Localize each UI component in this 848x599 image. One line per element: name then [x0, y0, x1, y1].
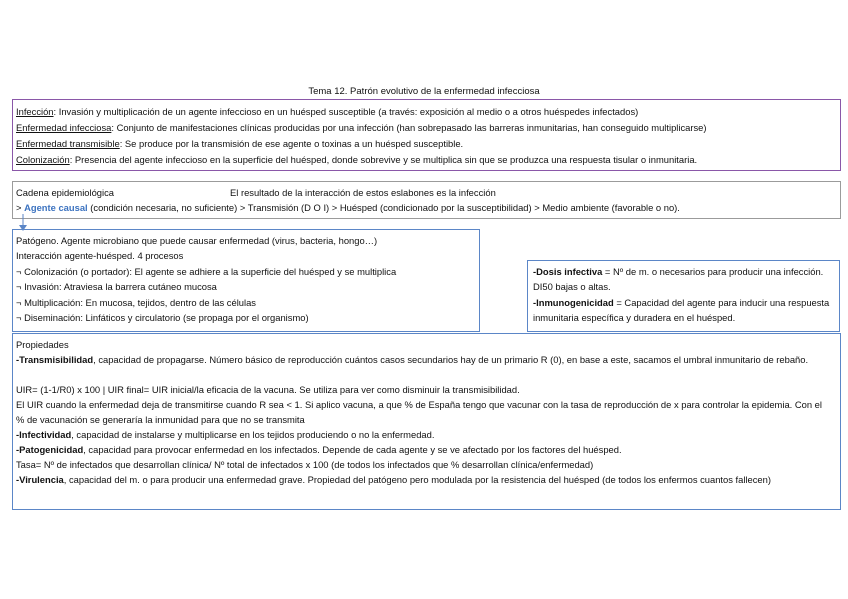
chain-result: El resultado de la interacción de estos eslabones es la infección [230, 187, 496, 198]
definition-enfermedad-infecciosa [16, 120, 707, 135]
process-multiplicacion: ¬ Multiplicación: En mucosa, tejidos, dentro de las células [16, 297, 256, 308]
dose-infectiva [533, 264, 833, 295]
dose-term: -Dosis infectiva [533, 266, 603, 277]
uir-formula: UIR= (1-1/R0) x 100 | UIR final= UIR inicial/la eficacia de la vacuna. Se utiliza para ver como disminuir la transmisibilidad. [16, 384, 520, 395]
definition-text: : Conjunto de manifestaciones clínicas producidas por una infección (han sobrepasado las barreras inmunitarias, han conseguido multiplicarse) [111, 122, 707, 133]
process-diseminacion: ¬ Diseminación: Linfáticos y circulatorio (se propaga por el organismo) [16, 312, 309, 323]
agent-causal-link: Agente causal [24, 202, 88, 213]
dose-text: = Nº de m. o necesarios para producir una infección. DI50 bajas o altas. [533, 266, 824, 293]
pathogen-interaction: Interacción agente-huésped. 4 procesos [16, 250, 184, 261]
patogenicidad-text: , capacidad para provocar enfermedad en los infectados. Depende de cada agente y se ve afectado por los factores del huésped. [83, 444, 622, 455]
definition-enfermedad-transmisible [16, 136, 463, 151]
definition-term: Colonización [16, 154, 70, 165]
definition-text: : Se produce por la transmisión de ese agente o toxinas a un huésped susceptible. [119, 138, 464, 149]
definition-text: : Invasión y multiplicación de un agente infeccioso en un huésped susceptible (a través: exposición al medio o a otros huéspedes infectados) [53, 106, 639, 117]
infectividad-term: -Infectividad [16, 429, 72, 440]
transmisibilidad-term: -Transmisibilidad [16, 354, 94, 365]
virulencia [16, 472, 828, 487]
chain-sequence [16, 200, 680, 215]
patogenicidad [16, 442, 622, 457]
chain-label: Cadena epidemiológica [16, 187, 114, 198]
uir-explanation: El UIR cuando la enfermedad deja de transmitirse cuando R sea < 1. Si aplico vacuna, a que % de España tengo que vacunar con la tasa de reproducción de x para controlar la epidemia. Con el % de vacunación se generaría la inmunidad para que no se transmita [16, 399, 822, 426]
chain-rest: (condición necesaria, no suficiente) > Transmisión (D O I) > Huésped (condicionado por la susceptibilidad) > Medio ambiente (favorable o no). [87, 202, 680, 213]
definition-colonizacion [16, 152, 697, 167]
page-title: Tema 12. Patrón evolutivo de la enfermedad infecciosa [308, 86, 540, 97]
definition-text: : Presencia del agente infeccioso en la superficie del huésped, donde sobrevive y se multiplica sin que se produzca una respuesta tisular o inmunitaria. [69, 154, 698, 165]
pathogen-definition: Patógeno. Agente microbiano que puede causar enfermedad (virus, bacteria, hongo…) [16, 235, 378, 246]
transmisibilidad [16, 352, 828, 367]
transmisibilidad-text: , capacidad de propagarse. Número básico de reproducción cuántos casos secundarios hay de un primario R (0), en base a este, sacamos el umbral inmunitario de rebaño. [93, 354, 809, 365]
immuno-term: -Inmunogenicidad [533, 297, 614, 308]
properties-heading: Propiedades [16, 339, 69, 350]
definition-term: Enfermedad infecciosa [16, 122, 112, 133]
process-colonizacion: ¬ Colonización (o portador): El agente se adhiere a la superficie del huésped y se multiplica [16, 266, 397, 277]
infectividad [16, 427, 434, 442]
process-invasion: ¬ Invasión: Atraviesa la barrera cutáneo mucosa [16, 281, 217, 292]
virulencia-text: , capacidad del m. o para producir una enfermedad grave. Propiedad del patógeno pero modulada por la resistencia del huésped (de todos los enfermos cuantos fallecen) [63, 474, 771, 485]
virulencia-term: -Virulencia [16, 474, 64, 485]
definition-term: Infección [16, 106, 54, 117]
immuno-text: = Capacidad del agente para inducir una respuesta inmunitaria específica y duradera en el huésped. [533, 297, 830, 324]
definition-term: Enfermedad transmisible [16, 138, 120, 149]
chain-prefix: > [16, 202, 25, 213]
definition-infeccion [16, 104, 638, 119]
patogenicidad-term: -Patogenicidad [16, 444, 84, 455]
tasa-formula: Tasa= Nº de infectados que desarrollan clínica/ Nº total de infectados x 100 (de todos los infectados que % desarrollan clínica/enfermedad) [16, 459, 594, 470]
infectividad-text: , capacidad de instalarse y multiplicarse en los tejidos produciendo o no la enfermedad. [71, 429, 435, 440]
inmunogenicidad [533, 295, 833, 326]
